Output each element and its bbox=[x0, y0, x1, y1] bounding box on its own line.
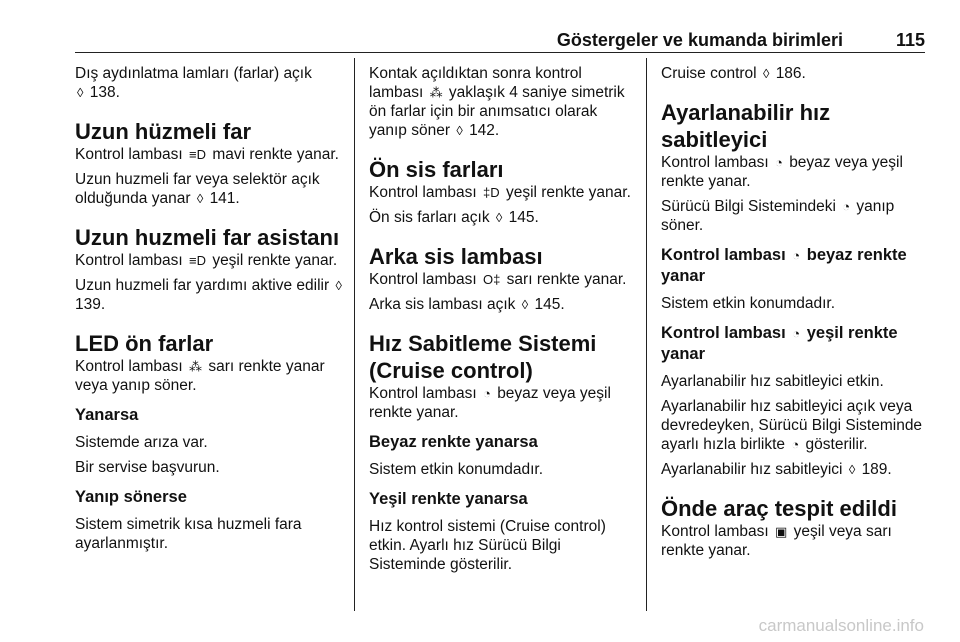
paragraph: Sürücü Bilgi Sistemindeki ◔ yanıp söner. bbox=[661, 198, 895, 234]
column-2 bbox=[369, 64, 639, 580]
page-reference[interactable]: 186. bbox=[775, 65, 806, 82]
subheading: Yeşil renkte yanarsa bbox=[369, 490, 528, 508]
section-heading: Arka sis lambası bbox=[369, 244, 543, 269]
section-heading: Hız Sabitleme Sistemi (Cruise control) bbox=[369, 331, 597, 383]
section-heading: Ayarlanabilir hız sabitleyici bbox=[661, 100, 831, 152]
paragraph: Ayarlanabilir hız sabitleyici etkin. bbox=[661, 373, 884, 390]
paragraph: Kontrol lambası ‡D yeşil renkte yanar. bbox=[369, 184, 631, 201]
paragraph: Kontrol lambası ≡D mavi renkte yanar. bbox=[75, 146, 339, 163]
high-beam-icon: ≡D bbox=[189, 147, 206, 162]
paragraph: Uzun huzmeli far yardımı aktive edilir ◊ 139. bbox=[75, 277, 342, 313]
page-reference[interactable]: 189. bbox=[861, 461, 892, 478]
reference-arrow-icon: ◊ bbox=[495, 210, 503, 225]
section-heading: Önde araç tespit edildi bbox=[661, 496, 897, 521]
cruise-control-icon: ◔ bbox=[775, 155, 783, 170]
column-3 bbox=[661, 64, 929, 566]
paragraph: Uzun huzmeli far veya selektör açık olduğunda yanar ◊ 141. bbox=[75, 171, 320, 207]
rear-fog-icon: O‡ bbox=[483, 272, 501, 287]
paragraph: Kontrol lambası ▣ yeşil veya sarı renkte yanar. bbox=[661, 523, 892, 559]
page-title: Göstergeler ve kumanda birimleri bbox=[556, 30, 843, 50]
subheading: Kontrol lambası ◔ yeşil renkte yanar bbox=[661, 324, 898, 363]
paragraph: Kontrol lambası ◔ beyaz veya yeşil renkte yanar. bbox=[661, 154, 903, 190]
section-heading: LED ön farlar bbox=[75, 331, 214, 356]
paragraph: Bir servise başvurun. bbox=[75, 459, 220, 476]
speed-limit-icon: ◔ bbox=[791, 437, 800, 452]
subheading: Kontrol lambası ◔ beyaz renkte yanar bbox=[661, 246, 907, 285]
led-headlight-icon: ⁂ bbox=[429, 85, 443, 100]
reference-arrow-icon: ◊ bbox=[335, 278, 342, 293]
cruise-control-icon: ◔ bbox=[483, 386, 491, 401]
subheading: Beyaz renkte yanarsa bbox=[369, 433, 538, 451]
paragraph: Ayarlanabilir hız sabitleyici açık veya devredeyken, Sürücü Bilgi Sisteminde ayarlı hızla birlikte ◔ gösterilir. bbox=[661, 398, 923, 453]
intro-paragraph: Dış aydınlatma lamları (farlar) açık ◊ 138. bbox=[75, 65, 312, 101]
reference-arrow-icon: ◊ bbox=[521, 297, 529, 312]
paragraph: Ayarlanabilir hız sabitleyici ◊ 189. bbox=[661, 461, 892, 478]
section-heading: Uzun huzmeli far asistanı bbox=[75, 225, 340, 250]
page-reference[interactable]: 139. bbox=[75, 296, 106, 313]
paragraph: Arka sis lambası açık ◊ 145. bbox=[369, 296, 565, 313]
page-reference[interactable]: 141. bbox=[209, 190, 240, 207]
section-heading: Ön sis farları bbox=[369, 157, 504, 182]
paragraph: Sistem etkin konumdadır. bbox=[369, 461, 544, 478]
paragraph: Ön sis farları açık ◊ 145. bbox=[369, 209, 539, 226]
section-heading: Uzun hüzmeli far bbox=[75, 119, 252, 144]
high-beam-assist-icon: ≡D bbox=[189, 253, 206, 268]
front-fog-icon: ‡D bbox=[483, 185, 500, 200]
reference-arrow-icon: ◊ bbox=[77, 85, 84, 100]
subheading: Yanarsa bbox=[75, 406, 139, 424]
reference-arrow-icon: ◊ bbox=[196, 191, 204, 206]
paragraph: Sistem simetrik kısa huzmeli fara ayarlanmıştır. bbox=[75, 516, 302, 552]
page-reference[interactable]: 138. bbox=[89, 84, 120, 101]
subheading: Yanıp sönerse bbox=[75, 488, 187, 506]
intro-paragraph: Cruise control ◊ 186. bbox=[661, 65, 806, 82]
cruise-control-icon: ◔ bbox=[792, 248, 801, 263]
column-divider bbox=[646, 58, 647, 611]
page-header bbox=[75, 24, 925, 53]
watermark: carmanualsonline.info bbox=[758, 616, 924, 635]
page-reference[interactable]: 145. bbox=[508, 209, 539, 226]
paragraph: Sistemde arıza var. bbox=[75, 434, 208, 451]
paragraph: Hız kontrol sistemi (Cruise control) etkin. Ayarlı hız Sürücü Bilgi Sisteminde gösterilir. bbox=[369, 518, 606, 573]
page-reference[interactable]: 142. bbox=[469, 122, 500, 139]
intro-paragraph: Kontak açıldıktan sonra kontrol lambası ⁂ yaklaşık 4 saniye simetrik ön farlar için bir anımsatıcı olarak yanıp söner ◊ 142. bbox=[369, 65, 625, 139]
paragraph: Kontrol lambası ◔ beyaz veya yeşil renkte yanar. bbox=[369, 385, 611, 421]
page-number: 115 bbox=[895, 30, 925, 50]
reference-arrow-icon: ◊ bbox=[848, 462, 856, 477]
paragraph: Kontrol lambası O‡ sarı renkte yanar. bbox=[369, 271, 627, 288]
speed-limit-icon: ◔ bbox=[842, 199, 851, 214]
reference-arrow-icon: ◊ bbox=[456, 123, 463, 138]
led-headlight-icon: ⁂ bbox=[189, 359, 203, 374]
vehicle-ahead-icon: ▣ bbox=[775, 524, 788, 539]
column-1 bbox=[75, 64, 347, 559]
page-reference[interactable]: 145. bbox=[534, 296, 565, 313]
paragraph: Kontrol lambası ⁂ sarı renkte yanar veya yanıp söner. bbox=[75, 358, 325, 394]
column-divider bbox=[354, 58, 355, 611]
paragraph: Sistem etkin konumdadır. bbox=[661, 295, 836, 312]
cruise-control-icon: ◔ bbox=[792, 326, 801, 341]
reference-arrow-icon: ◊ bbox=[762, 66, 770, 81]
paragraph: Kontrol lambası ≡D yeşil renkte yanar. bbox=[75, 252, 338, 269]
